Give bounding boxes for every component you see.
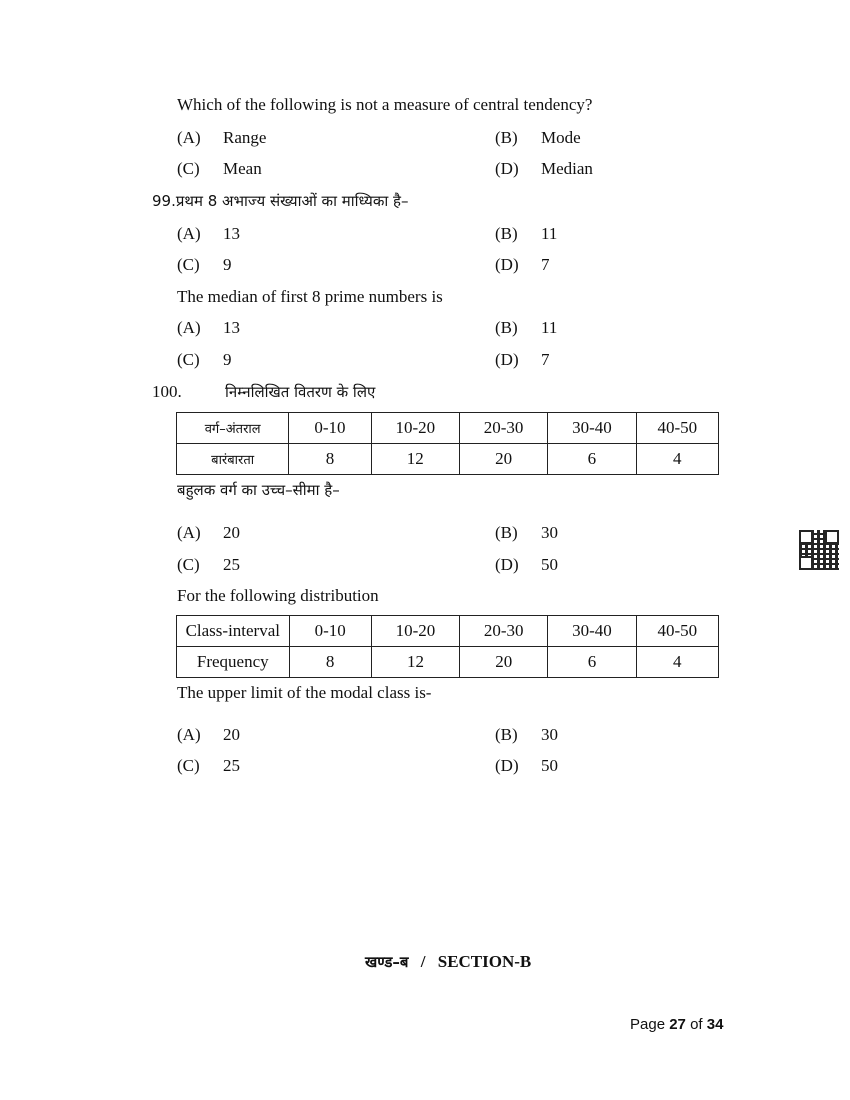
distribution-table-english (176, 615, 719, 678)
table-cell: 4 (636, 444, 718, 475)
table-cell: 40-50 (636, 413, 718, 444)
q98-option-b: (B) Mode (495, 128, 581, 147)
table-cell: 6 (548, 647, 636, 678)
q100-question-english: The upper limit of the modal class is- (177, 683, 432, 702)
table-cell: 40-50 (636, 616, 718, 647)
qr-code-icon (799, 530, 839, 570)
q100-en-option-d: (D) 50 (495, 756, 558, 775)
table-cell: 8 (289, 444, 371, 475)
table-cell: 12 (371, 647, 459, 678)
q100-intro-english: For the following distribution (177, 586, 379, 605)
q100-hi-option-a: (A) 20 (177, 523, 240, 542)
table-header-cell: बारंबारता (177, 444, 289, 475)
table-cell: 10-20 (371, 413, 459, 444)
q99-en-option-d: (D) 7 (495, 350, 550, 369)
q99-hi-option-b: (B) 11 (495, 224, 558, 243)
table-cell: 10-20 (371, 616, 459, 647)
table-cell: 30-40 (548, 616, 636, 647)
page-number: Page 27 of 34 (630, 1016, 724, 1033)
q98-question: Which of the following is not a measure of central tendency? (177, 95, 593, 114)
q99-question-english: The median of first 8 prime numbers is (177, 287, 443, 306)
q99-hi-option-a: (A) 13 (177, 224, 240, 243)
q100-hi-option-d: (D) 50 (495, 555, 558, 574)
q99-hi-option-c: (C) 9 (177, 255, 232, 274)
table-row (177, 616, 719, 647)
table-row (177, 647, 719, 678)
q100-en-option-b: (B) 30 (495, 725, 558, 744)
page-total: 34 (706, 1016, 724, 1033)
q100-intro-hindi: निम्नलिखित वितरण के लिए (225, 383, 376, 401)
table-cell: 8 (289, 647, 371, 678)
table-cell: 0-10 (289, 413, 371, 444)
table-header-cell: Frequency (177, 647, 290, 678)
section-heading-english: SECTION-B (437, 952, 532, 971)
page-current: 27 (669, 1016, 686, 1033)
table-cell: 0-10 (289, 616, 371, 647)
section-separator: / (420, 952, 426, 971)
table-row (177, 413, 719, 444)
q98-option-c: (C) Mean (177, 159, 262, 178)
q99-en-option-a: (A) 13 (177, 318, 240, 337)
table-cell: 20 (459, 444, 547, 475)
table-header-cell: वर्ग–अंतराल (177, 413, 289, 444)
table-cell: 4 (636, 647, 718, 678)
table-cell: 20 (460, 647, 548, 678)
q99-en-option-c: (C) 9 (177, 350, 232, 369)
q99-en-option-b: (B) 11 (495, 318, 558, 337)
table-cell: 6 (548, 444, 636, 475)
q100-en-option-c: (C) 25 (177, 756, 240, 775)
section-heading-hindi: खण्ड–ब (365, 953, 409, 971)
q98-option-a: (A) Range (177, 128, 267, 147)
q98-option-d: (D) Median (495, 159, 593, 178)
table-cell: 12 (371, 444, 459, 475)
table-cell: 20-30 (459, 413, 547, 444)
q100-question-hindi: बहुलक वर्ग का उच्च–सीमा है– (177, 481, 340, 499)
q100-number: 100. (152, 382, 182, 401)
distribution-table-hindi (176, 412, 719, 475)
table-row (177, 444, 719, 475)
section-heading (365, 952, 531, 972)
table-header-cell: Class-interval (177, 616, 290, 647)
q100-en-option-a: (A) 20 (177, 725, 240, 744)
table-cell: 30-40 (548, 413, 636, 444)
table-cell: 20-30 (460, 616, 548, 647)
q99-hi-option-d: (D) 7 (495, 255, 550, 274)
q100-hi-option-b: (B) 30 (495, 523, 558, 542)
q100-hi-option-c: (C) 25 (177, 555, 240, 574)
q99-question-hindi: 99.प्रथम 8 अभाज्य संख्याओं का माध्यिका है– (152, 192, 409, 210)
